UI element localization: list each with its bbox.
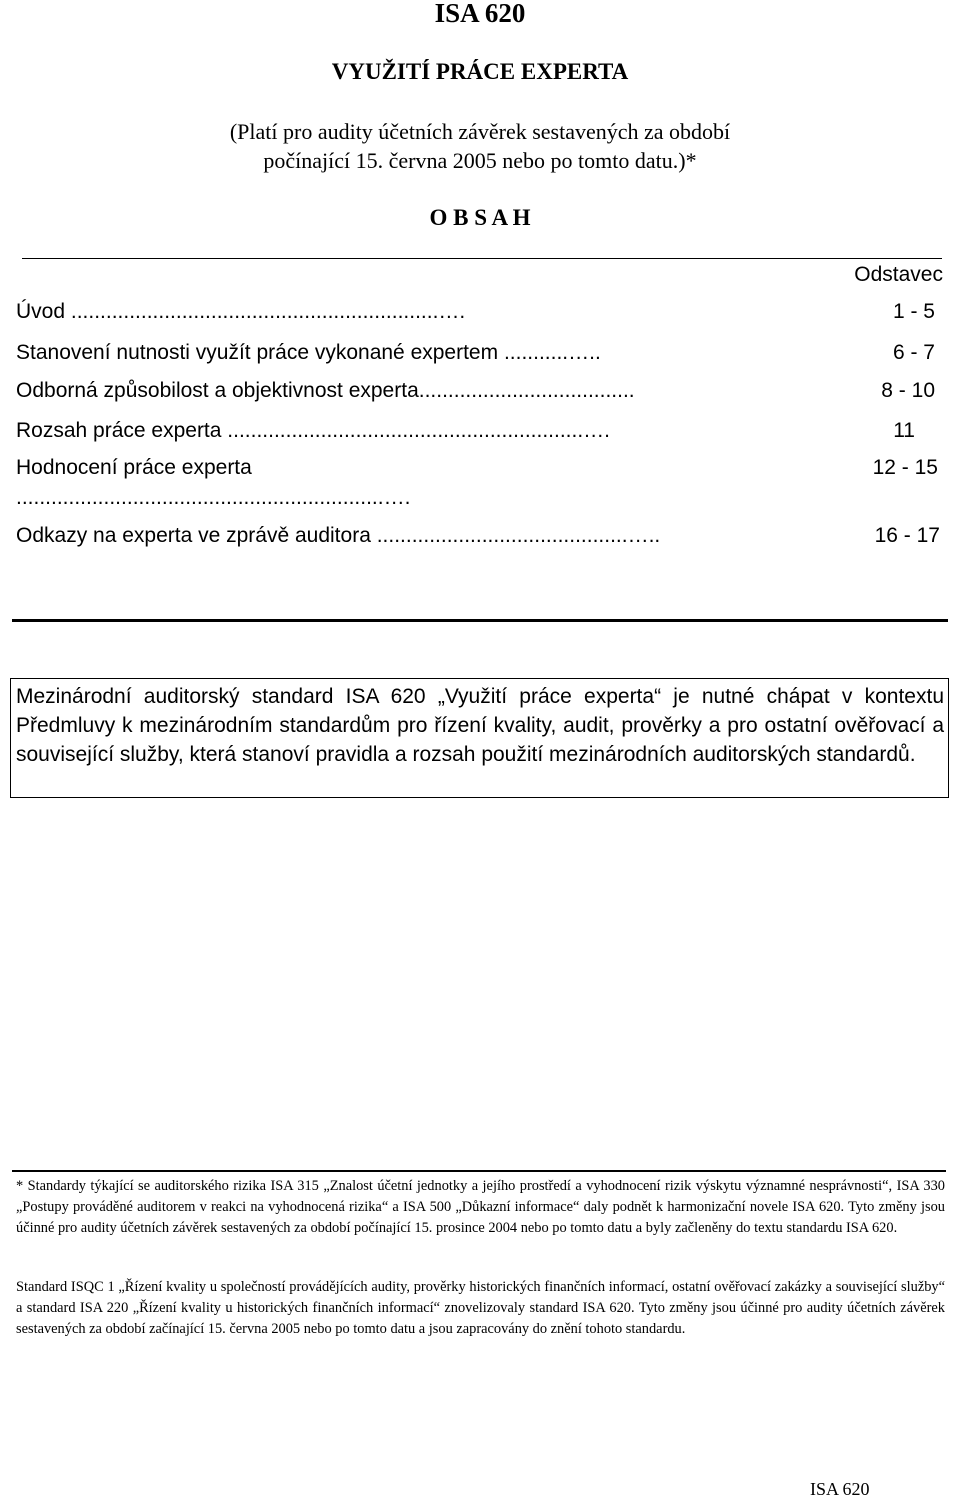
document-title: ISA 620 <box>434 0 526 28</box>
toc-entry-range: 8 - 10 <box>881 379 935 402</box>
toc-entry-label: Úvod ...............................................................…. <box>16 300 466 323</box>
toc-entry-range: 1 - 5 <box>892 300 935 323</box>
document-subtitle: VYUŽITÍ PRÁCE EXPERTA <box>331 59 629 84</box>
toc-entry-label: Hodnocení práce experta <box>16 456 252 479</box>
toc-entry-label: Odborná způsobilost a objektivnost experta..................................... <box>16 379 635 402</box>
footnote-1: * Standardy týkající se auditorského rizika ISA 315 „Znalost účetní jednotky a jejího prostředí a vyhodnocení rizik výskytu významné nesprávnosti“, ISA 330 „Postupy prováděné auditorem v reakci na vyhodnocená rizika“ a ISA 500 „Důkazní informace“ daly podnět k harmonizační novele ISA 620. Tyto změny jsou účinné pro audity účetních závěrek sestavených za období počínající 15. prosince 2004 nebo po tomto datu a byly začleněny do textu standardu ISA 620. <box>16 1178 945 1236</box>
toc-entry-range: 16 - 17 <box>874 524 940 547</box>
scope-note <box>0 117 960 175</box>
contents-heading: O B S A H <box>429 205 531 230</box>
toc-entry-label: Stanovení nutnosti využít práce vykonané expertem ...........….. <box>16 341 601 364</box>
toc-entry-range: 6 - 7 <box>892 341 935 364</box>
column-label-odstavec: Odstavec <box>854 263 943 286</box>
section-divider <box>12 619 948 622</box>
scope-line-1: (Platí pro audity účetních závěrek sestavených za období <box>229 119 731 144</box>
page-footer: ISA 620 <box>810 1479 870 1499</box>
footnote-divider <box>12 1170 946 1172</box>
toc-entry-label: Rozsah práce experta .............................................................…. <box>16 419 611 442</box>
contents-divider <box>22 258 942 259</box>
toc-entry-range: 12 - 15 <box>872 456 938 479</box>
intro-paragraph: Mezinárodní auditorský standard ISA 620 „Využití práce experta“ je nutné chápat v kontextu Předmluvy k mezinárodním standardům pro řízení kvality, audit, prověrky a pro ostatní ověřovací a související služby, která stanoví pravidla a rozsah použití mezinárodních auditorských standardů. <box>16 685 944 766</box>
footnote-2: Standard ISQC 1 „Řízení kvality u společností provádějících audity, prověrky historických finančních informací, ostatní ověřovací zakázky a související služby“ a standard ISA 220 „Řízení kvality u historických finančních informací“ znovelizovaly standard ISA 620. Tyto změny jsou účinné pro audity účetních závěrek sestavených za období začínající 15. června 2005 nebo po tomto datu a jsou zapracovány do znění tohoto standardu. <box>16 1279 945 1337</box>
toc-entry-label-continuation: ...............................................................…. <box>16 486 411 509</box>
toc-entry-label: Odkazy na experta ve zprávě auditora ...........................................….. <box>16 524 661 547</box>
toc-entry-range: 11 <box>893 419 915 442</box>
scope-line-2: počínající 15. června 2005 nebo po tomto datu.)* <box>263 148 697 173</box>
